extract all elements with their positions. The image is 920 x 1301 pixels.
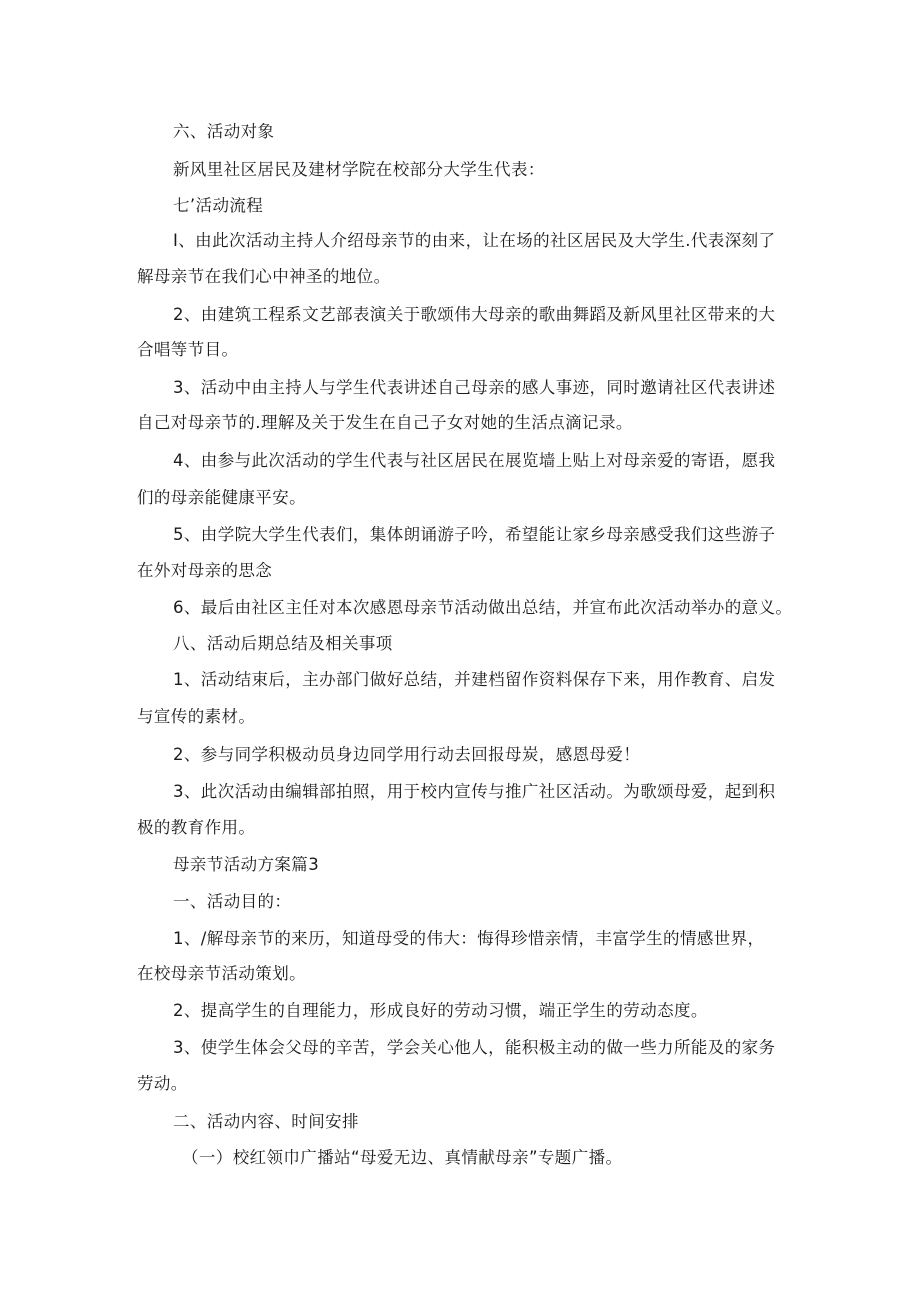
section-heading: 七’活动流程 [173,196,264,215]
paragraph-line: 1、/解母亲节的来历，知道母受的伟大：悔得珍惜亲情，丰富学生的情感世界， [173,929,765,948]
section-heading: 六、活动对象 [173,122,275,141]
paragraph-line: 在外对母亲的思念 [137,561,273,580]
paragraph-line: 3、使学生体会父母的辛苦，学会关心他人，能积极主动的做一些力所能及的家务 [173,1038,776,1057]
paragraph-line: （一）校红领巾广播站“母爱无边、真情献母亲”专题广播。 [182,1148,623,1167]
paragraph-line: 2、由建筑工程系文艺部表演关于歌颂伟大母亲的歌曲舞蹈及新风里社区带来的大 [173,305,776,324]
paragraph-line: 6、最后由社区主任对本次感恩母亲节活动做出总结，并宣布此次活动举办的意义。 [173,598,793,617]
paragraph-line: 3、活动中由主持人与学生代表讲述自己母亲的感人事迹，同时邀请社区代表讲述 [173,378,776,397]
paragraph-line: 合唱等节目。 [137,340,239,359]
paragraph-line: 5、由学院大学生代表们，集体朗诵游子吟，希望能让家乡母亲感受我们这些游子 [173,525,776,544]
paragraph-line: 1、活动结束后，主办部门做好总结，并建档留作资料保存下来，用作教育、启发 [173,670,776,689]
paragraph-line: I、由此次活动主持人介绍母亲节的由来，让在场的社区居民及大学生.代表深刻了 [173,231,776,250]
paragraph-line: 解母亲节在我们心中神圣的地位。 [137,267,391,286]
section-heading: 一、活动目的： [173,892,292,911]
paragraph-line: 与宣传的素材。 [137,707,256,726]
paragraph-line: 3、此次活动由编辑部拍照，用于校内宣传与推广社区活动。为歌颂母爱，起到积 [173,782,776,801]
paragraph-line: 4、由参与此次活动的学生代表与社区居民在展览墙上贴上对母亲爱的寄语，愿我 [173,451,776,470]
paragraph-line: 劳动。 [137,1074,188,1093]
paragraph-line: 极的教育作用。 [137,818,256,837]
article-title: 母亲节活动方案篇3 [173,855,320,874]
paragraph-line: 2、参与同学积极动员身边同学用行动去回报母炭，感恩母爱！ [173,745,641,764]
paragraph-line: 2、提高学生的自理能力，形成良好的劳动习惯，端正学生的劳动态度。 [173,1001,708,1020]
section-heading: 二、活动内容、时间安排 [173,1112,359,1131]
paragraph-line: 在校母亲节活动策划。 [137,964,306,983]
section-heading: 八、活动后期总结及相关事项 [173,634,393,653]
paragraph-line: 们的母亲能健康平安。 [137,488,306,507]
paragraph-line: 自己对母亲节的.理解及关于发生在自己子女对她的生活点滴记录。 [137,413,633,432]
paragraph-line: 新风里社区居民及建材学院在校部分大学生代表： [173,160,545,179]
